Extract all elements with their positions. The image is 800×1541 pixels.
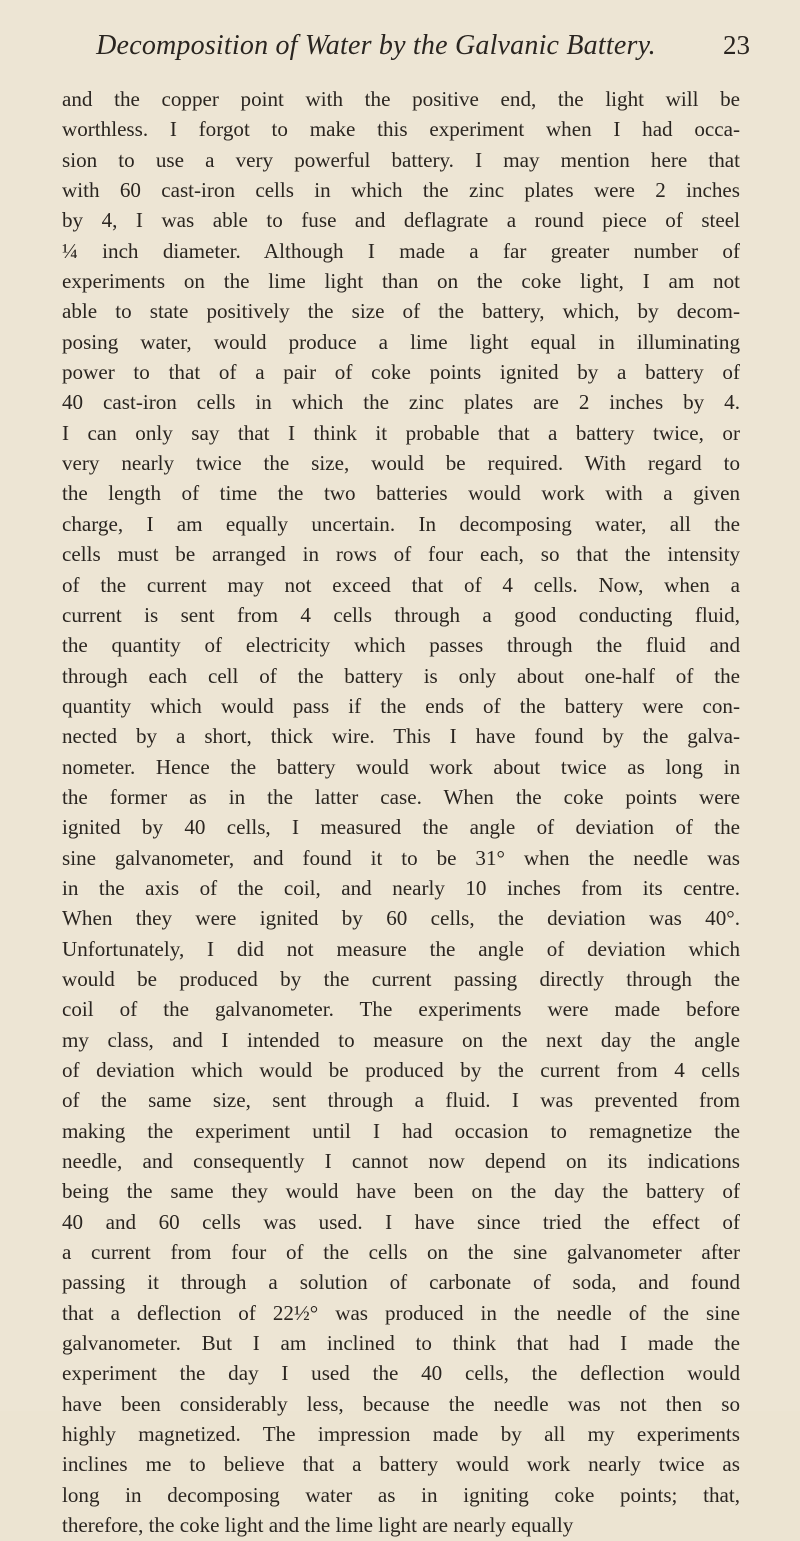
text-line: ignited by 40 cells, I measured the angle of deviation of the — [62, 815, 740, 840]
text-line: cells must be arranged in rows of four each, so that the intensity — [62, 542, 740, 567]
text-line: able to state positively the size of the battery, which, by decom- — [62, 299, 740, 324]
text-line: ¼ inch diameter. Although I made a far greater number of — [62, 238, 740, 263]
text-line: in the axis of the coil, and nearly 10 inches from its centre. — [62, 875, 740, 900]
text-line: the length of time the two batteries would work with a given — [62, 481, 740, 506]
text-line: very nearly twice the size, would be required. With regard to — [62, 451, 740, 476]
text-line: my class, and I intended to measure on the next day the angle — [62, 1027, 740, 1052]
text-line: 40 cast-iron cells in which the zinc plates are 2 inches by 4. — [62, 390, 740, 415]
text-line: long in decomposing water as in igniting coke points; that, — [62, 1482, 740, 1507]
text-line: passing it through a solution of carbonate of soda, and found — [62, 1270, 740, 1295]
text-line: making the experiment until I had occasion to remagnetize the — [62, 1118, 740, 1143]
text-line: experiment the day I used the 40 cells, the deflection would — [62, 1361, 740, 1386]
text-line: nometer. Hence the battery would work about twice as long in — [62, 754, 740, 779]
text-line: quantity which would pass if the ends of the battery were con- — [62, 693, 740, 718]
running-title: Decomposition of Water by the Galvanic Battery. — [96, 30, 656, 61]
text-line: charge, I am equally uncertain. In decomposing water, all the — [62, 511, 740, 536]
text-line: When they were ignited by 60 cells, the deviation was 40°. — [62, 906, 740, 931]
page-number: 23 — [723, 30, 750, 60]
text-line: with 60 cast-iron cells in which the zinc plates were 2 inches — [62, 178, 740, 203]
text-line: highly magnetized. The impression made by all my experiments — [62, 1422, 740, 1447]
body-text — [62, 84, 740, 1541]
text-line: I can only say that I think it probable that a battery twice, or — [62, 420, 740, 445]
text-line: galvanometer. But I am inclined to think that had I made the — [62, 1331, 740, 1356]
text-line: Unfortunately, I did not measure the angle of deviation which — [62, 936, 740, 961]
running-header — [82, 30, 750, 70]
text-line: sion to use a very powerful battery. I may mention here that — [62, 147, 740, 172]
text-line: worthless. I forgot to make this experiment when I had occa- — [62, 117, 740, 142]
text-line: coil of the galvanometer. The experiments were made before — [62, 997, 740, 1022]
text-line: of deviation which would be produced by the current from 4 cells — [62, 1058, 740, 1082]
text-line: have been considerably less, because the needle was not then so — [62, 1391, 740, 1416]
text-line: posing water, would produce a lime light equal in illuminating — [62, 329, 740, 354]
text-line: and the copper point with the positive end, the light will be — [62, 87, 740, 111]
text-line: of the same size, sent through a fluid. I was prevented from — [62, 1088, 740, 1113]
text-line: the former as in the latter case. When the coke points were — [62, 784, 740, 809]
text-line: current is sent from 4 cells through a good conducting fluid, — [62, 602, 740, 627]
text-line: being the same they would have been on the day the battery of — [62, 1179, 740, 1204]
text-line: the quantity of electricity which passes through the fluid and — [62, 633, 740, 658]
text-line: nected by a short, thick wire. This I have found by the galva- — [62, 724, 740, 749]
text-line: 40 and 60 cells was used. I have since tried the effect of — [62, 1209, 740, 1234]
text-line: of the current may not exceed that of 4 cells. Now, when a — [62, 572, 740, 597]
text-line: through each cell of the battery is only about one-half of the — [62, 663, 740, 688]
text-line: power to that of a pair of coke points ignited by a battery of — [62, 360, 740, 385]
text-line: inclines me to believe that a battery would work nearly twice as — [62, 1452, 740, 1477]
text-line: sine galvanometer, and found it to be 31° when the needle was — [62, 845, 740, 870]
text-line: a current from four of the cells on the sine galvanometer after — [62, 1240, 740, 1265]
text-line: would be produced by the current passing directly through the — [62, 966, 740, 991]
text-line: needle, and consequently I cannot now depend on its indications — [62, 1149, 740, 1174]
text-line: that a deflection of 22½° was produced in the needle of the sine — [62, 1300, 740, 1325]
text-line: therefore, the coke light and the lime light are nearly equally — [62, 1513, 574, 1538]
text-line: by 4, I was able to fuse and deflagrate a round piece of steel — [62, 208, 740, 233]
text-line: experiments on the lime light than on the coke light, I am not — [62, 269, 740, 294]
